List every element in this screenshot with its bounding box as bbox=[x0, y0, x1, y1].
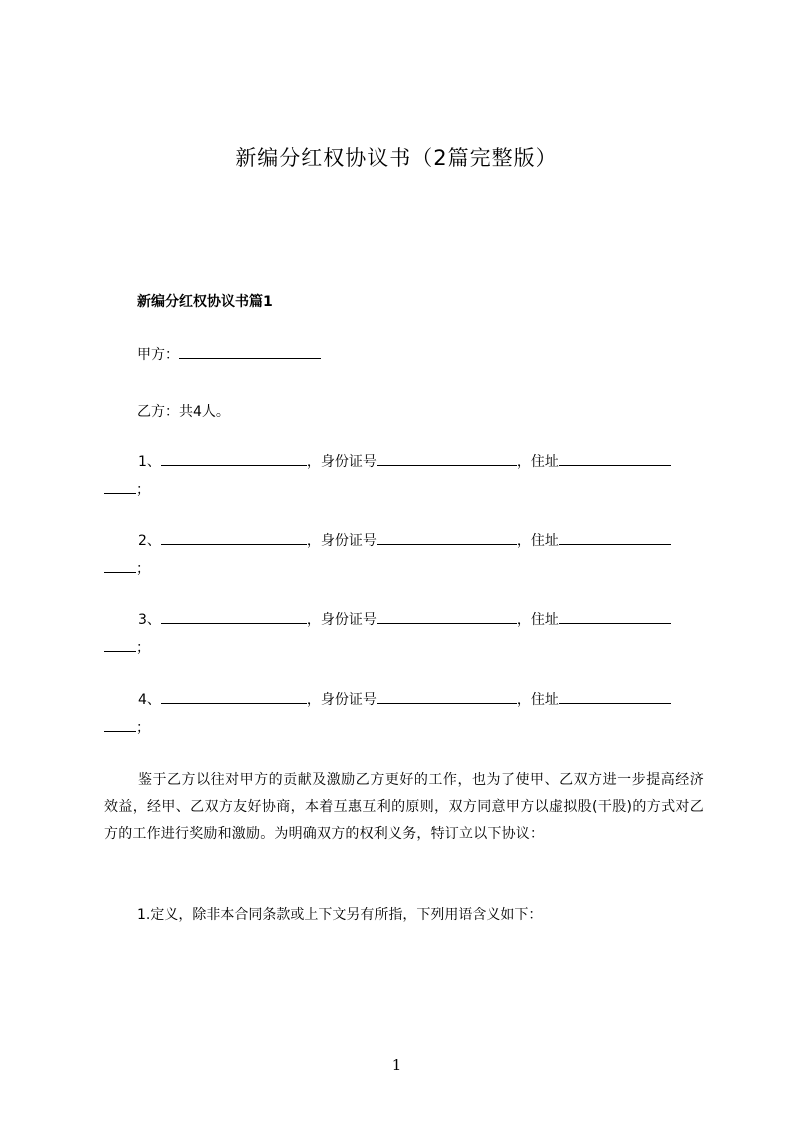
clause-1: 1.定义，除非本合同条款或上下文另有所指，下列用语含义如下： bbox=[137, 907, 543, 923]
entry-end: ； bbox=[136, 640, 150, 656]
name-blank bbox=[161, 689, 307, 704]
document-title: 新编分红权协议书（2篇完整版） bbox=[235, 146, 558, 170]
name-blank bbox=[161, 530, 307, 545]
id-label: ，身份证号 bbox=[306, 454, 377, 470]
id-blank bbox=[377, 609, 517, 624]
person-entry bbox=[104, 606, 702, 662]
address-blank bbox=[559, 530, 671, 545]
address-blank bbox=[559, 451, 671, 466]
address-label: ，住址 bbox=[516, 454, 559, 470]
section-heading: 新编分红权协议书篇1 bbox=[137, 294, 273, 310]
address-label: ，住址 bbox=[516, 533, 559, 549]
name-blank bbox=[161, 609, 307, 624]
entry-end: ； bbox=[136, 720, 150, 736]
address-label: ，住址 bbox=[516, 692, 559, 708]
person-index: 2、 bbox=[138, 533, 161, 549]
id-blank bbox=[377, 451, 517, 466]
intro-paragraph: 鉴于乙方以往对甲方的贡献及激励乙方更好的工作，也为了使甲、乙双方进一步提高经济效益，经甲、乙双方友好协商，本着互惠互利的原则，双方同意甲方以虚拟股(干股)的方式对乙方的工作进行奖励和激励。为明确双方的权利义务，特订立以下协议： bbox=[104, 772, 704, 842]
person-index: 4、 bbox=[138, 692, 161, 708]
address-label: ，住址 bbox=[516, 612, 559, 628]
address-blank bbox=[559, 609, 671, 624]
id-label: ，身份证号 bbox=[306, 612, 377, 628]
person-entry bbox=[104, 527, 702, 583]
id-blank bbox=[377, 530, 517, 545]
entry-end: ； bbox=[136, 561, 150, 577]
party-a-line bbox=[137, 344, 321, 364]
page-number: 1 bbox=[391, 1056, 402, 1074]
address-blank-continued bbox=[104, 717, 136, 732]
name-blank bbox=[161, 451, 307, 466]
party-b-line: 乙方：共4人。 bbox=[137, 404, 230, 420]
person-entry bbox=[104, 686, 702, 742]
person-entry bbox=[104, 448, 702, 504]
address-blank-continued bbox=[104, 479, 136, 494]
address-blank bbox=[559, 689, 671, 704]
person-index: 1、 bbox=[138, 454, 161, 470]
id-label: ，身份证号 bbox=[306, 533, 377, 549]
party-a-label: 甲方： bbox=[137, 347, 179, 363]
address-blank-continued bbox=[104, 637, 136, 652]
address-blank-continued bbox=[104, 558, 136, 573]
person-index: 3、 bbox=[138, 612, 161, 628]
entry-end: ； bbox=[136, 482, 150, 498]
party-a-blank bbox=[179, 344, 321, 359]
id-blank bbox=[377, 689, 517, 704]
id-label: ，身份证号 bbox=[306, 692, 377, 708]
